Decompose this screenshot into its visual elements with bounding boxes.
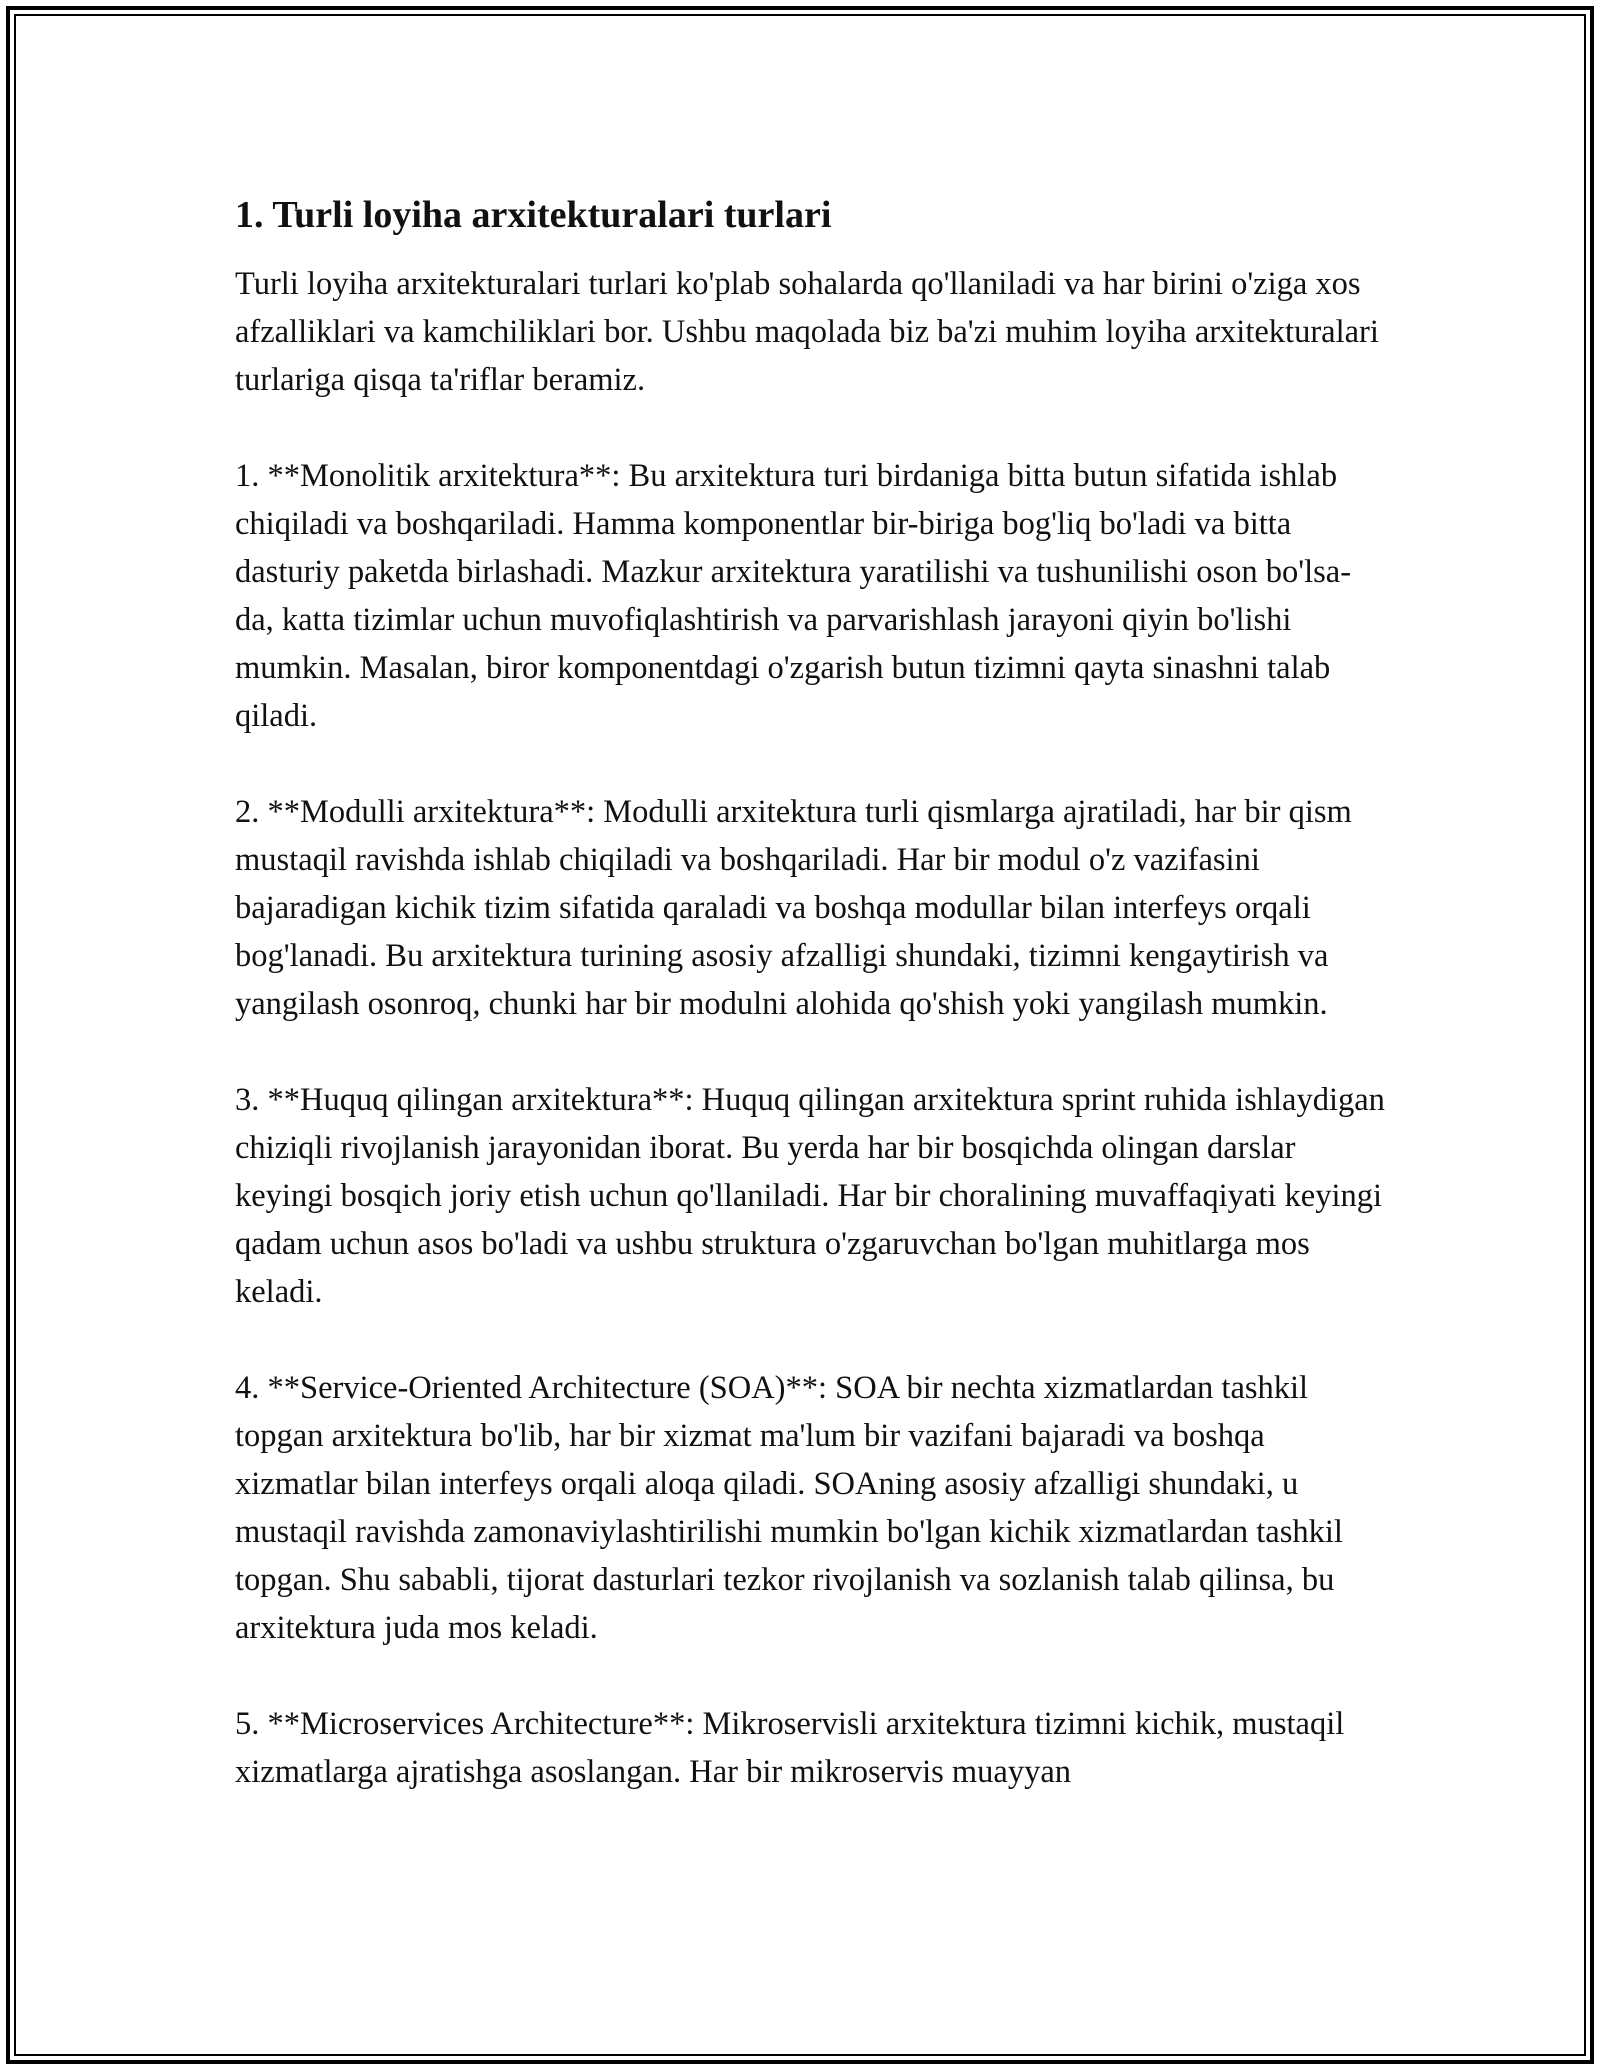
paragraph-microservices: 5. **Microservices Architecture**: Mikroservisli arxitektura tizimni kichik, mustaqil xizmatlarga ajratishga asoslangan. Har bir mikroservis muayyan	[235, 1706, 1345, 1790]
paragraph-modular: 2. **Modulli arxitektura**: Modulli arxitektura turli qismlarga ajratiladi, har bir qism mustaqil ravishda ishlab chiqiladi va boshqariladi. Har bir modul o'z vazifasini bajaradigan kichik tizim sifatida qaraladi va boshqa modullar bilan interfeys orqali bog'lanadi. Bu arxitektura turining asosiy afzalligi shundaki, tizimni kengaytirish va yangilash osonroq, chunki har bir modulni alohida qo'shish yoki yangilash mumkin.	[235, 794, 1352, 1022]
paragraph-monolithic: 1. **Monolitik arxitektura**: Bu arxitektura turi birdaniga bitta butun sifatida ishlab chiqiladi va boshqariladi. Hamma komponentlar bir-biriga bog'liq bo'ladi va bitta dasturiy paketda birlashadi. Mazkur arxitektura yaratilishi va tushunilishi oson bo'lsa-da, katta tizimlar uchun muvofiqlashtirish va parvarishlash jarayoni qiyin bo'lishi mumkin. Masalan, biror komponentdagi o'zgarish butun tizimni qayta sinashni talab qiladi.	[235, 458, 1352, 734]
section-heading: 1. Turli loyiha arxitekturalari turlari	[235, 194, 832, 236]
document-body	[235, 190, 1385, 1844]
intro-paragraph: Turli loyiha arxitekturalari turlari ko'plab sohalarda qo'llaniladi va har birini o'ziga xos afzalliklari va kamchiliklari bor. Ushbu maqolada biz ba'zi muhim loyiha arxitekturalari turlariga qisqa ta'riflar beramiz.	[235, 266, 1379, 398]
paragraph-soa: 4. **Service-Oriented Architecture (SOA)**: SOA bir nechta xizmatlardan tashkil topgan arxitektura bo'lib, har bir xizmat ma'lum bir vazifani bajaradi va boshqa xizmatlar bilan interfeys orqali aloqa qiladi. SOAning asosiy afzalligi shundaki, u mustaqil ravishda zamonaviylashtirilishi mumkin bo'lgan kichik xizmatlardan tashkil topgan. Shu sababli, tijorat dasturlari tezkor rivojlanish va sozlanish talab qilinsa, bu arxitektura juda mos keladi.	[235, 1370, 1343, 1646]
paragraph-huquq: 3. **Huquq qilingan arxitektura**: Huquq qilingan arxitektura sprint ruhida ishlaydigan chiziqli rivojlanish jarayonidan iborat. Bu yerda har bir bosqichda olingan darslar keyingi bosqich joriy etish uchun qo'llaniladi. Har bir choralining muvaffaqiyati keyingi qadam uchun asos bo'ladi va ushbu struktura o'zgaruvchan bo'lgan muhitlarga mos keladi.	[235, 1082, 1385, 1310]
